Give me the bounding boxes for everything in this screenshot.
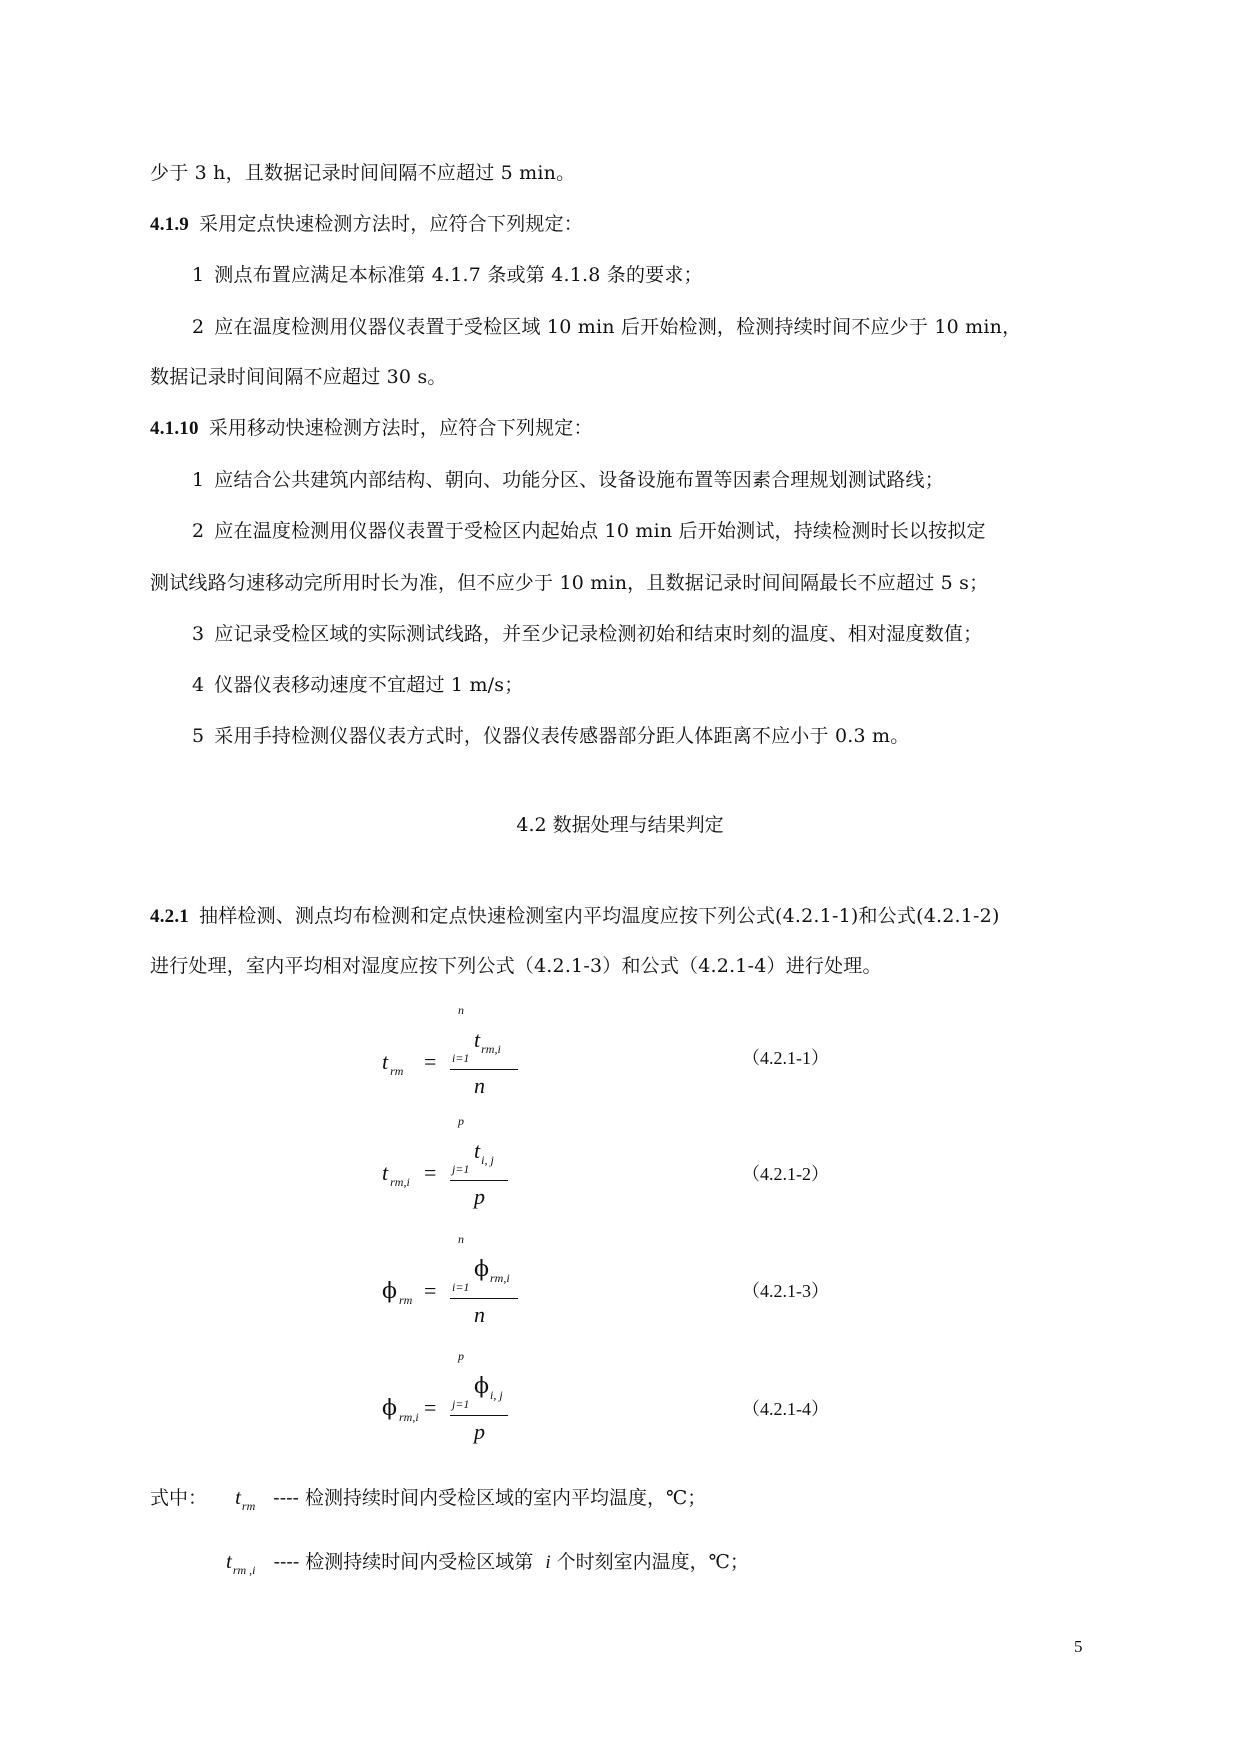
equation-number: （4.2.1-2） xyxy=(742,1164,829,1184)
page-number: 5 xyxy=(1074,1637,1083,1656)
equation-number: （4.2.1-1） xyxy=(742,1048,829,1068)
clause-4-2-1-cont xyxy=(150,953,882,979)
item-number: 1 xyxy=(192,264,205,286)
sum-term: $t_{rm,i}$ xyxy=(474,1027,501,1056)
item-text-continuation: 测试线路匀速移动完所用时长为准，但不应少于 10 min，且数据记录时间间隔最长不应超过 5 s； xyxy=(150,572,989,594)
clause-4-2-1 xyxy=(150,903,1000,930)
definition-text: ---- 检测持续时间内受检区域的室内平均温度，℃； xyxy=(273,1487,707,1509)
definition-symbol: $t_{rm ,i}$ xyxy=(226,1549,256,1577)
sum-lower-limit: j=1 xyxy=(452,1397,470,1411)
definition-text: ---- 检测持续时间内受检区域第 xyxy=(273,1551,534,1573)
sum-term: $t_{i, j}$ xyxy=(474,1138,494,1167)
clause-4-1-10 xyxy=(150,415,593,442)
denominator: n xyxy=(474,1302,485,1327)
clause-number: 4.1.10 xyxy=(150,418,199,439)
formula-4-2-1-4 xyxy=(370,1349,570,1459)
definition-row-2 xyxy=(226,1548,749,1577)
clause-text-continuation: 进行处理，室内平均相对湿度应按下列公式（4.2.1-3）和公式（4.2.1-4）进行处理。 xyxy=(150,955,882,977)
fraction-bar xyxy=(450,1180,508,1181)
item-number: 2 xyxy=(192,316,205,338)
formula-4-2-1-3 xyxy=(370,1232,570,1342)
clause-4-1-9 xyxy=(150,211,583,238)
clause-text: 抽样检测、测点均布检测和定点快速检测室内平均温度应按下列公式(4.2.1-1)和公式(4.2.1-2) xyxy=(199,905,1000,927)
formula-lhs: t $_{rm,i}$ xyxy=(382,1160,410,1189)
clause-number: 4.1.9 xyxy=(150,214,189,235)
item-number: 4 xyxy=(192,674,205,696)
clause-4-1-10-item-2 xyxy=(192,518,986,544)
sum-lower-limit: i=1 xyxy=(452,1280,470,1294)
fraction-bar xyxy=(450,1298,518,1299)
item-number: 3 xyxy=(192,623,205,645)
clause-4-1-10-item-2-cont xyxy=(150,570,988,596)
clause-4-1-10-item-5 xyxy=(192,723,909,749)
sum-lower-limit: j=1 xyxy=(452,1162,470,1176)
sum-lower-limit: i=1 xyxy=(452,1051,470,1065)
clause-4-1-10-item-3 xyxy=(192,621,982,647)
item-text: 应结合公共建筑内部结构、朝向、功能分区、设备设施布置等因素合理规划测试路线； xyxy=(214,469,944,491)
sum-upper-limit: p xyxy=(458,1114,464,1128)
clause-4-1-9-item-2 xyxy=(192,314,1021,340)
definition-symbol: $t_{rm}$ xyxy=(235,1485,256,1513)
denominator: n xyxy=(474,1073,485,1098)
item-text-continuation: 数据记录时间间隔不应超过 30 s。 xyxy=(150,366,447,388)
definition-variable: i xyxy=(545,1552,551,1573)
clause-text: 采用定点快速检测方法时，应符合下列规定： xyxy=(199,213,584,235)
equals-sign: = xyxy=(424,1160,437,1185)
formula-lhs: ϕ $_{rm,i}$ xyxy=(382,1396,419,1424)
item-number: 5 xyxy=(192,725,205,747)
formula-lhs: ϕ $_{rm}$ xyxy=(382,1279,413,1307)
definition-text-end: 个时刻室内温度，℃； xyxy=(556,1551,749,1573)
equals-sign: = xyxy=(424,1278,437,1303)
item-text: 应记录受检区域的实际测试线路，并至少记录检测初始和结束时刻的温度、相对湿度数值； xyxy=(214,623,983,645)
sum-upper-limit: n xyxy=(458,1232,464,1246)
item-text: 测点布置应满足本标准第 4.1.7 条或第 4.1.8 条的要求； xyxy=(214,264,703,286)
sum-term: $\phi_{rm,i}$ xyxy=(474,1257,510,1285)
item-number: 1 xyxy=(192,469,205,491)
item-text: 采用手持检测仪器仪表方式时，仪器仪表传感器部分距人体距离不应小于 0.3 m。 xyxy=(214,725,910,747)
clause-4-1-10-item-1 xyxy=(192,467,944,493)
equals-sign: = xyxy=(424,1395,437,1420)
formula-lhs: t $_{rm}$ xyxy=(382,1049,404,1078)
item-text: 应在温度检测用仪器仪表置于受检区内起始点 10 min 后开始测试，持续检测时长以按拟定 xyxy=(214,520,986,542)
formula-4-2-1-1 xyxy=(370,1003,570,1113)
definition-row-1 xyxy=(150,1484,706,1513)
paragraph-text: 少于 3 h，且数据记录时间间隔不应超过 5 min。 xyxy=(150,162,576,184)
clause-text: 采用移动快速检测方法时，应符合下列规定： xyxy=(208,417,593,439)
equation-number: （4.2.1-4） xyxy=(742,1399,829,1419)
fraction-bar xyxy=(450,1069,518,1070)
fraction-bar xyxy=(450,1415,508,1416)
item-text: 应在温度检测用仪器仪表置于受检区域 10 min 后开始检测，检测持续时间不应少于 10 min， xyxy=(214,316,1022,338)
clause-number: 4.2.1 xyxy=(150,906,189,927)
paragraph-continuation xyxy=(150,160,575,186)
equals-sign: = xyxy=(424,1049,437,1074)
definitions-prefix: 式中： xyxy=(150,1487,208,1509)
sum-term: $\phi_{i, j}$ xyxy=(474,1374,503,1402)
clause-4-1-9-item-2-cont xyxy=(150,364,447,390)
denominator: p xyxy=(474,1184,485,1209)
equation-number: （4.2.1-3） xyxy=(742,1281,829,1301)
clause-4-1-9-item-1 xyxy=(192,262,703,288)
sum-upper-limit: p xyxy=(458,1349,464,1363)
item-text: 仪器仪表移动速度不宜超过 1 m/s； xyxy=(214,674,524,696)
section-heading: 4.2 数据处理与结果判定 xyxy=(516,814,724,836)
denominator: p xyxy=(474,1419,485,1444)
formula-4-2-1-2 xyxy=(370,1114,570,1224)
clause-4-1-10-item-4 xyxy=(192,672,523,698)
sum-upper-limit: n xyxy=(458,1003,464,1017)
item-number: 2 xyxy=(192,520,205,542)
